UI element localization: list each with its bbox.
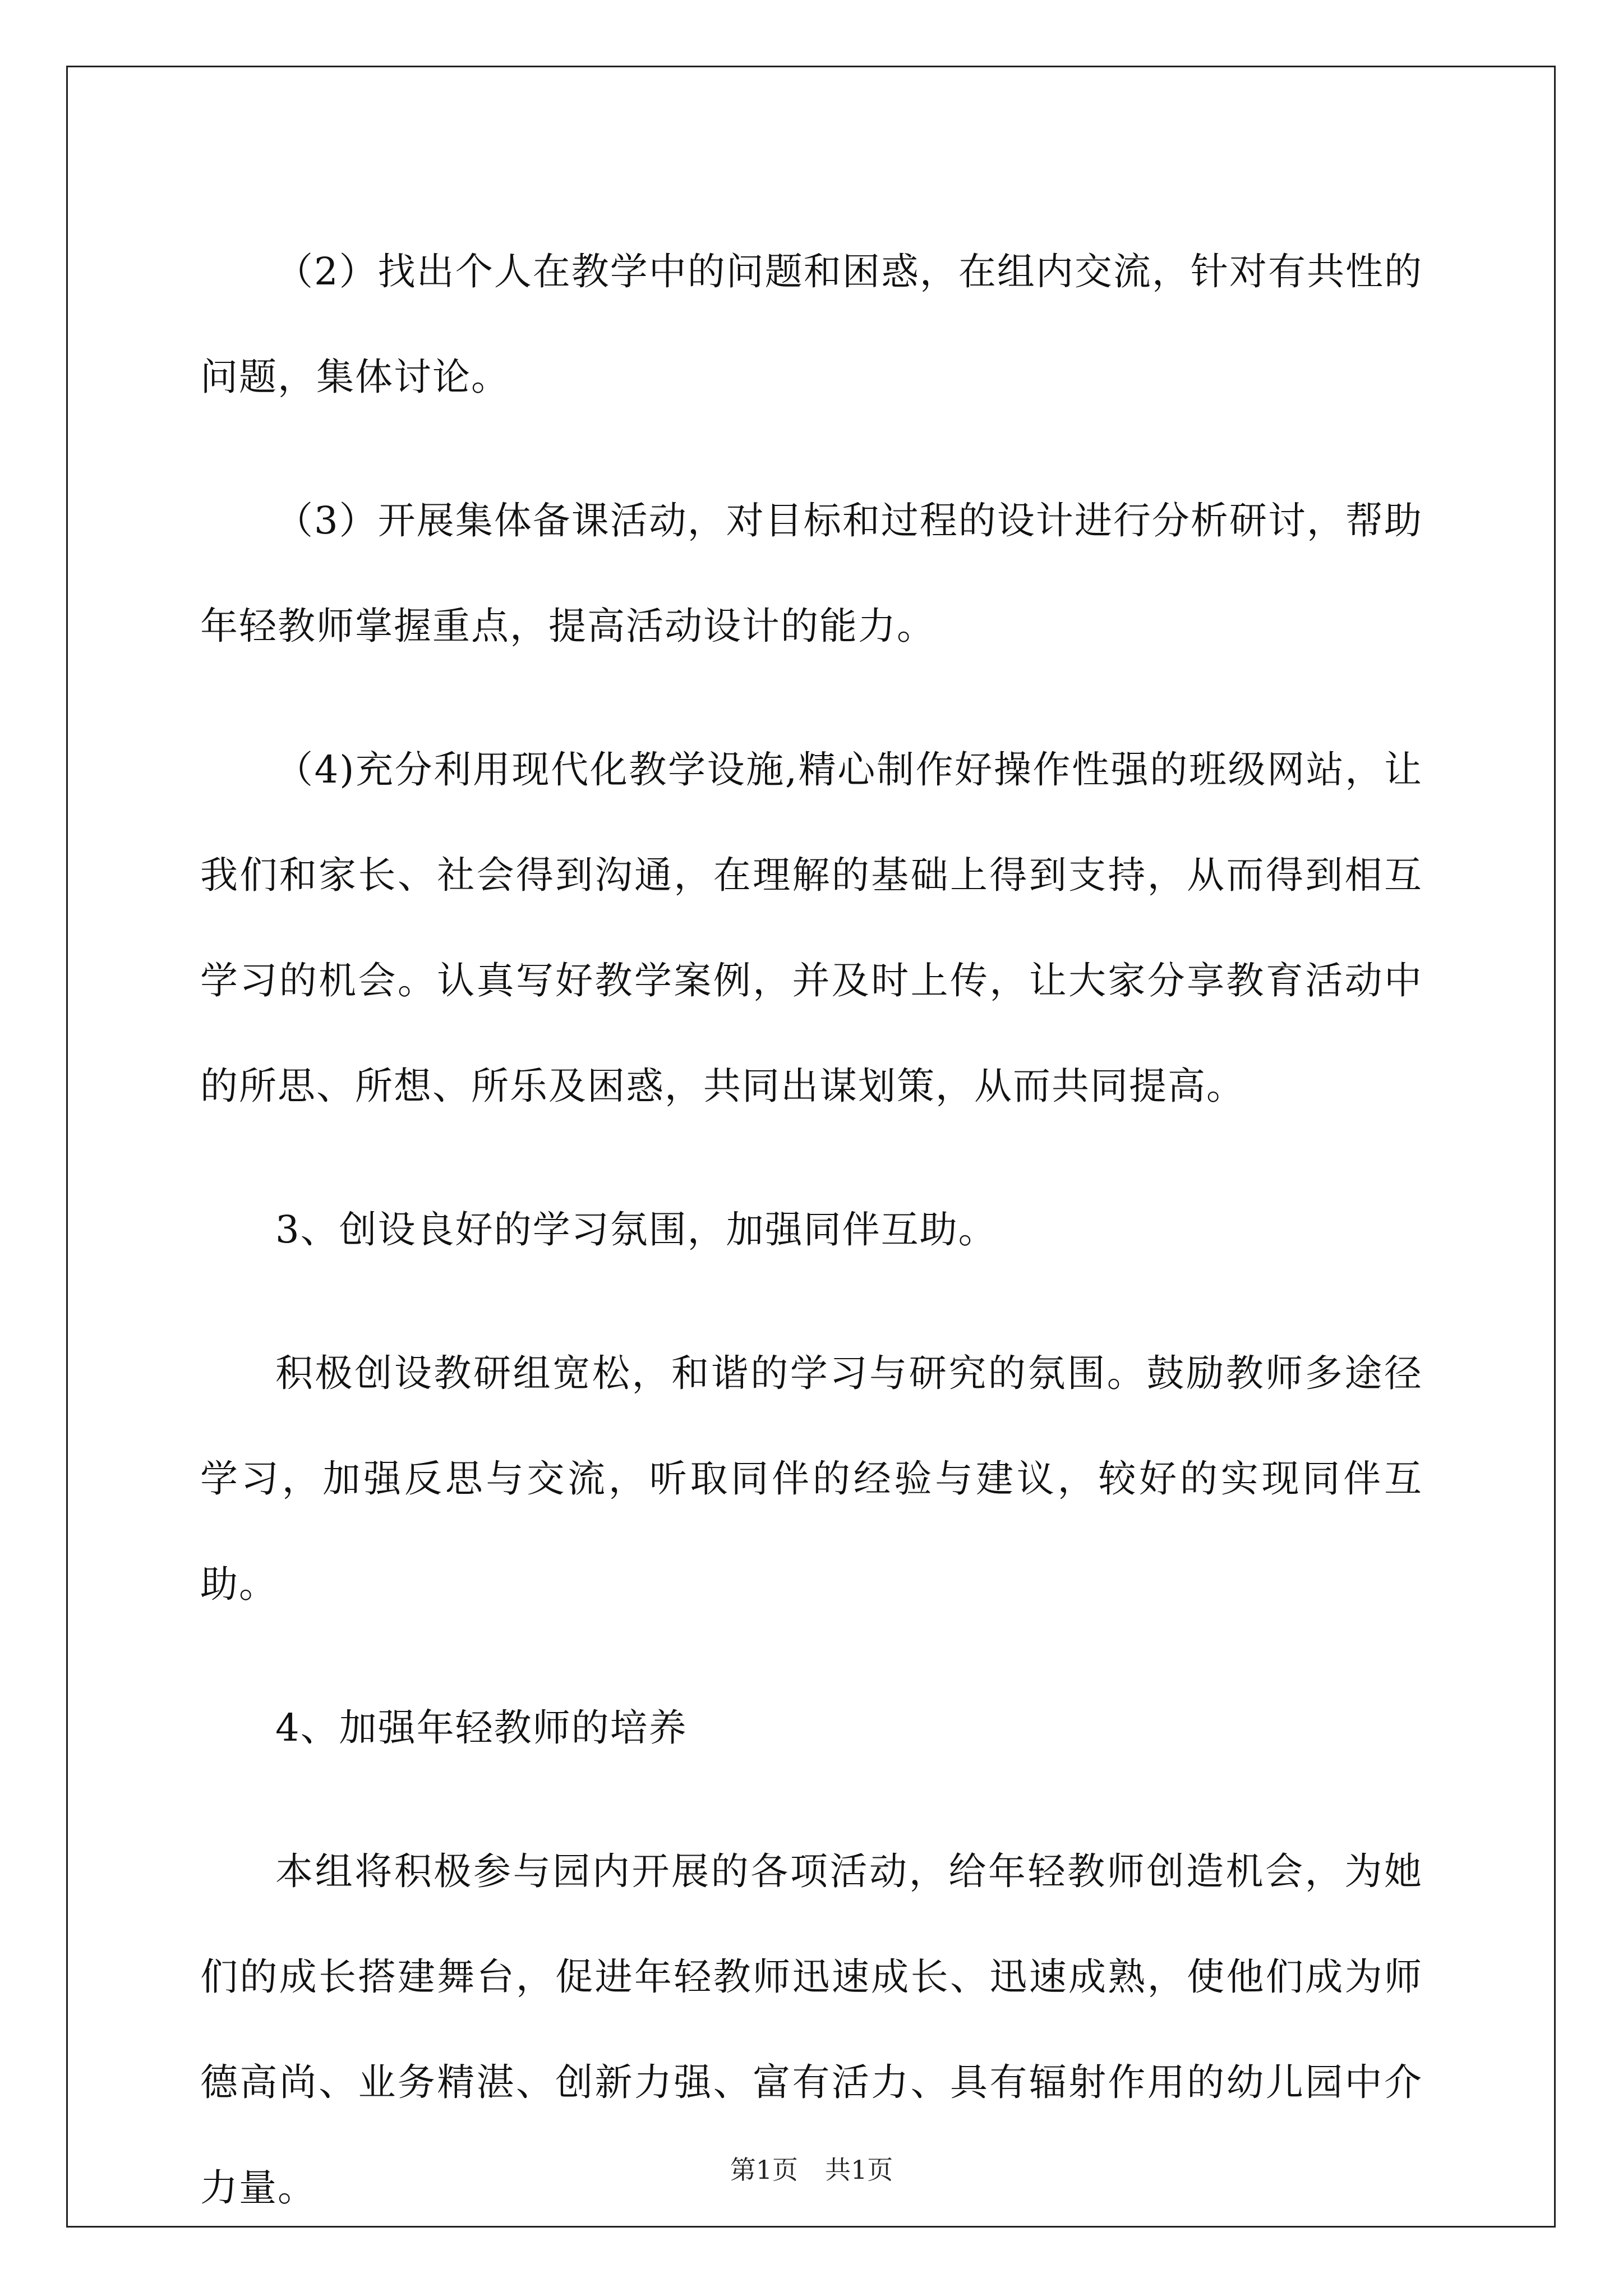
document-body: [200, 219, 1423, 2279]
section-heading-young-teachers: 4、加强年轻教师的培养: [275, 1706, 688, 1750]
section-heading-atmosphere: 3、创设良好的学习氛围，加强同伴互助。: [275, 1208, 997, 1251]
paragraph-item-2-discussion: （2）找出个人在教学中的问题和困惑，在组内交流，针对有共性的问题，集体讨论。: [200, 250, 1423, 399]
paragraph-item-3-lesson-prep: （3）开展集体备课活动，对目标和过程的设计进行分析研讨，帮助年轻教师掌握重点，提高活动设计的能力。: [200, 499, 1423, 648]
paragraph-item-4-website: （4)充分利用现代化教学设施,精心制作好操作性强的班级网站，让我们和家长、社会得到沟通，在理解的基础上得到支持，从而得到相互学习的机会。认真写好教学案例，并及时上传，让大家分享教育活动中的所思、所想、所乐及困惑，共同出谋划策，从而共同提高。: [200, 748, 1423, 1108]
page-footer: [0, 2153, 1623, 2187]
paragraph-atmosphere: 积极创设教研组宽松，和谐的学习与研究的氛围。鼓励教师多途径学习，加强反思与交流，听取同伴的经验与建议，较好的实现同伴互助。: [200, 1351, 1423, 1606]
page-number: 第1页: [730, 2155, 798, 2185]
paragraph-young-teachers: 本组将积极参与园内开展的各项活动，给年轻教师创造机会，为她们的成长搭建舞台，促进年轻教师迅速成长、迅速成熟，使他们成为师德高尚、业务精湛、创新力强、富有活力、具有辐射作用的幼儿园中介力量。: [200, 1849, 1423, 2210]
page-total: 共1页: [825, 2155, 893, 2185]
